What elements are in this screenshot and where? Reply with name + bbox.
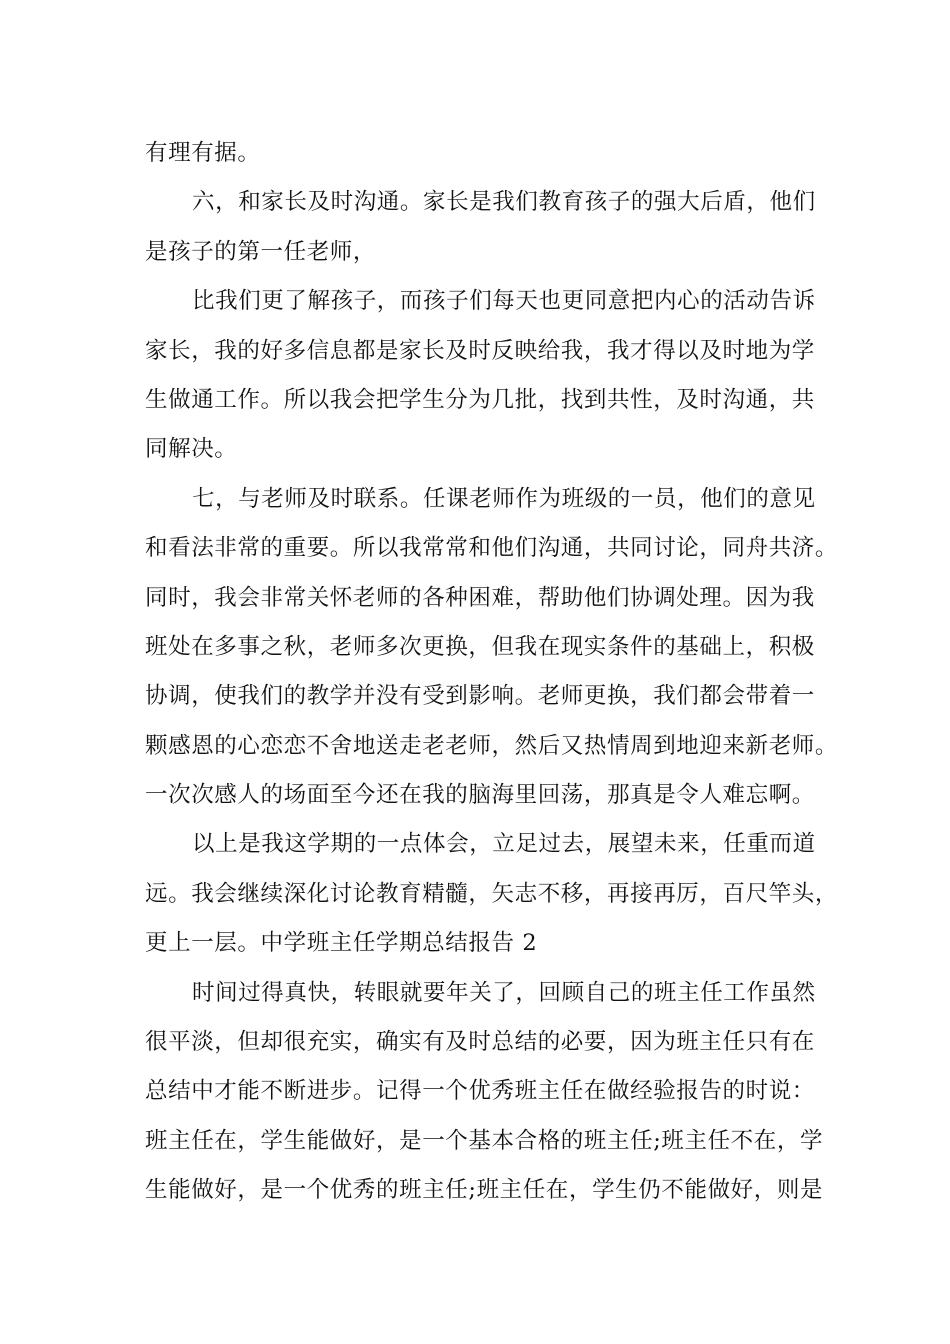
- text-line: 和看法非常的重要。所以我常常和他们沟通，共同讨论，同舟共济。: [145, 535, 839, 562]
- text-line: 班处在多事之秋，老师多次更换，但我在现实条件的基础上，积极: [145, 633, 815, 660]
- text-line: 很平淡，但却很充实，确实有及时总结的必要，因为班主任只有在: [145, 1029, 815, 1056]
- text-line: 一次次感人的场面至今还在我的脑海里回荡，那真是令人难忘啊。: [145, 782, 815, 809]
- text-line: 同解决。: [145, 436, 238, 463]
- text-line: 同时，我会非常关怀老师的各种困难，帮助他们协调处理。因为我: [145, 584, 815, 611]
- document-body: [145, 129, 839, 1216]
- text-line: 总结中才能不断进步。记得一个优秀班主任在做经验报告的时说：: [145, 1078, 815, 1105]
- text-line: 远。我会继续深化讨论教育精髓，矢志不移，再接再厉，百尺竿头，: [145, 880, 839, 907]
- text-line: 生做通工作。所以我会把学生分为几批，找到共性，及时沟通，共: [145, 386, 815, 413]
- text-line: 七，与老师及时联系。任课老师作为班级的一员，他们的意见: [192, 485, 816, 512]
- text-line: 有理有据。: [145, 140, 261, 166]
- text-line: 班主任在，学生能做好，是一个基本合格的班主任;班主任不在，学: [145, 1127, 824, 1154]
- text-line: 家长，我的好多信息都是家长及时反映给我，我才得以及时地为学: [145, 337, 815, 364]
- text-line: 六，和家长及时沟通。家长是我们教育孩子的强大后盾，他们: [192, 189, 816, 216]
- text-line: 比我们更了解孩子，而孩子们每天也更同意把内心的活动告诉: [192, 288, 816, 315]
- text-line: 是孩子的第一任老师，: [145, 238, 377, 265]
- text-line: 颗感恩的心恋恋不舍地送走老老师，然后又热情周到地迎来新老师。: [145, 732, 839, 759]
- text-line: 生能做好，是一个优秀的班主任;班主任在，学生仍不能做好，则是: [145, 1177, 824, 1204]
- text-line: 以上是我这学期的一点体会，立足过去，展望未来，任重而道: [192, 831, 816, 858]
- text-line: 更上一层。中学班主任学期总结报告 2: [145, 930, 538, 957]
- text-line: 时间过得真快，转眼就要年关了，回顾自己的班主任工作虽然: [192, 979, 816, 1006]
- text-line: 协调，使我们的教学并没有受到影响。老师更换，我们都会带着一: [145, 683, 815, 710]
